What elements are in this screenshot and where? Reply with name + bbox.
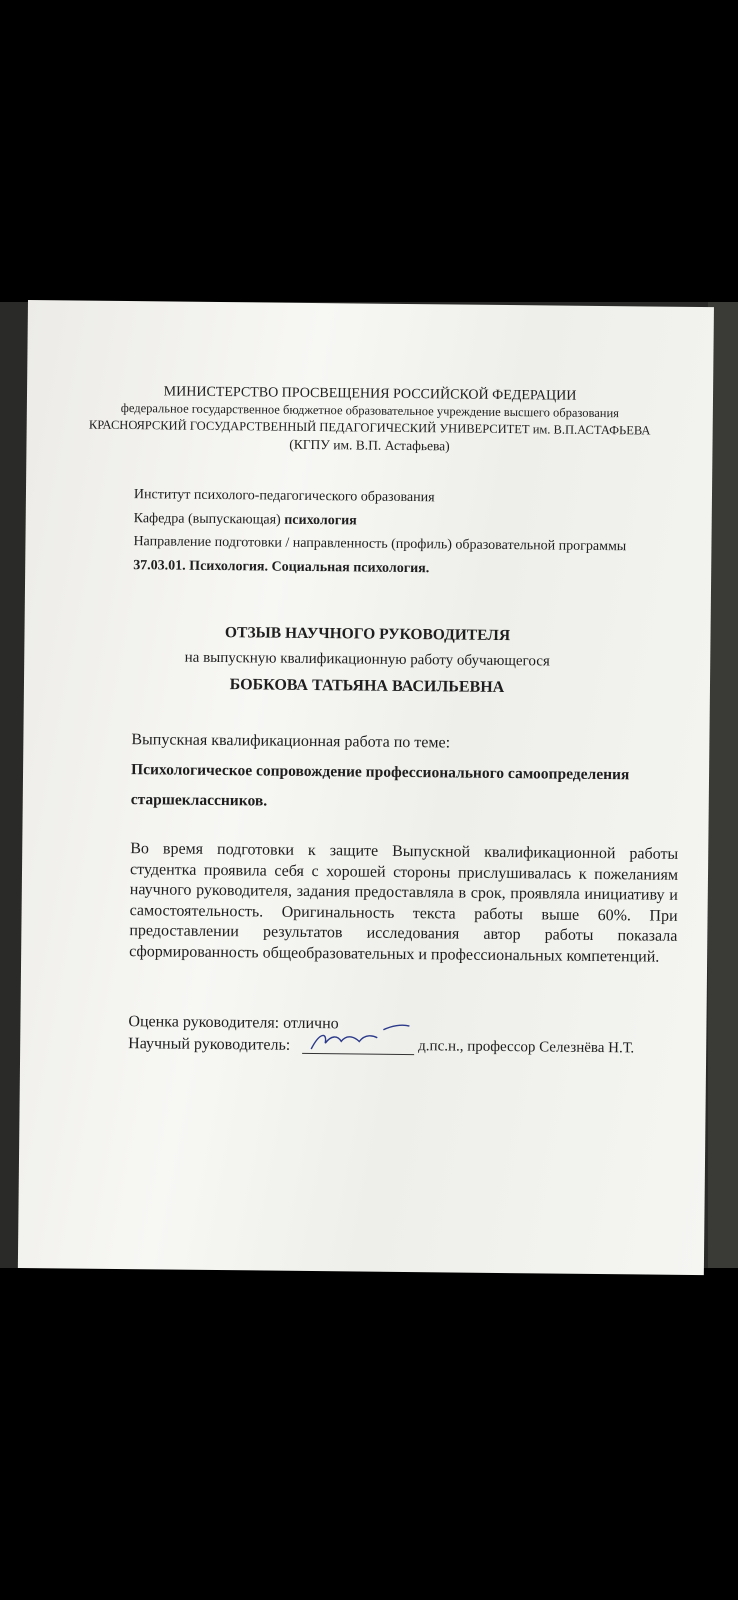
- department-line: [134, 511, 357, 529]
- document-page: [18, 300, 714, 1275]
- grade: Оценка руководителя: отлично: [128, 1013, 339, 1033]
- department-label: Кафедра (выпускающая): [133, 511, 285, 528]
- folder-edge: [708, 302, 738, 1268]
- supervisor-label: Научный руководитель:: [128, 1035, 291, 1054]
- review-subtitle: на выпускную квалификационную работу обучающегося: [184, 649, 550, 670]
- topic-line-2: старшеклассников.: [130, 791, 268, 810]
- supervisor-name: д.пс.н., профессор Селезнёва Н.Т.: [418, 1038, 635, 1057]
- direction-value: 37.03.01. Психология. Социальная психология.: [133, 558, 430, 577]
- review-body: Во время подготовки к защите Выпускной квалификационной работы студентка проявила себя с хорошей стороны прислушивалась к пожеланиям научного руководителя, задания предоставляла в срок, проявляла инициативу и самостоятельность. Оригинальность текста работы выше 60%. При предоставлении результатов исследования автор работы показала сформированность общеобразовательных и профессиональных компетенций.: [129, 840, 679, 966]
- direction-label: Направление подготовки / направленность (профиль) образовательной программы: [133, 534, 627, 555]
- topic-line-1: Психологическое сопровождение профессионального самоопределения: [130, 761, 630, 784]
- student-name: БОБКОВА ТАТЬЯНА ВАСИЛЬЕВНА: [229, 676, 505, 697]
- review-title: ОТЗЫВ НАУЧНОГО РУКОВОДИТЕЛЯ: [224, 624, 511, 645]
- university-abbr: (КГПУ им. В.П. Астафьева): [289, 436, 450, 454]
- signature: [305, 1023, 413, 1054]
- department-value: психология: [284, 512, 357, 529]
- university-name: КРАСНОЯРСКИЙ ГОСУДАРСТВЕННЫЙ ПЕДАГОГИЧЕСКИЙ УНИВЕРСИТЕТ им. В.П.АСТАФЬЕВА: [88, 417, 651, 438]
- institution-type: федеральное государственное бюджетное образовательное учреждение высшего образования: [120, 400, 620, 421]
- topic-label: Выпускная квалификационная работа по теме:: [131, 731, 451, 752]
- institute: Институт психолого-педагогического образования: [133, 487, 435, 506]
- signature-line: [302, 1053, 414, 1055]
- ministry-header: МИНИСТЕРСТВО ПРОСВЕЩЕНИЯ РОССИЙСКОЙ ФЕДЕРАЦИИ: [163, 384, 577, 404]
